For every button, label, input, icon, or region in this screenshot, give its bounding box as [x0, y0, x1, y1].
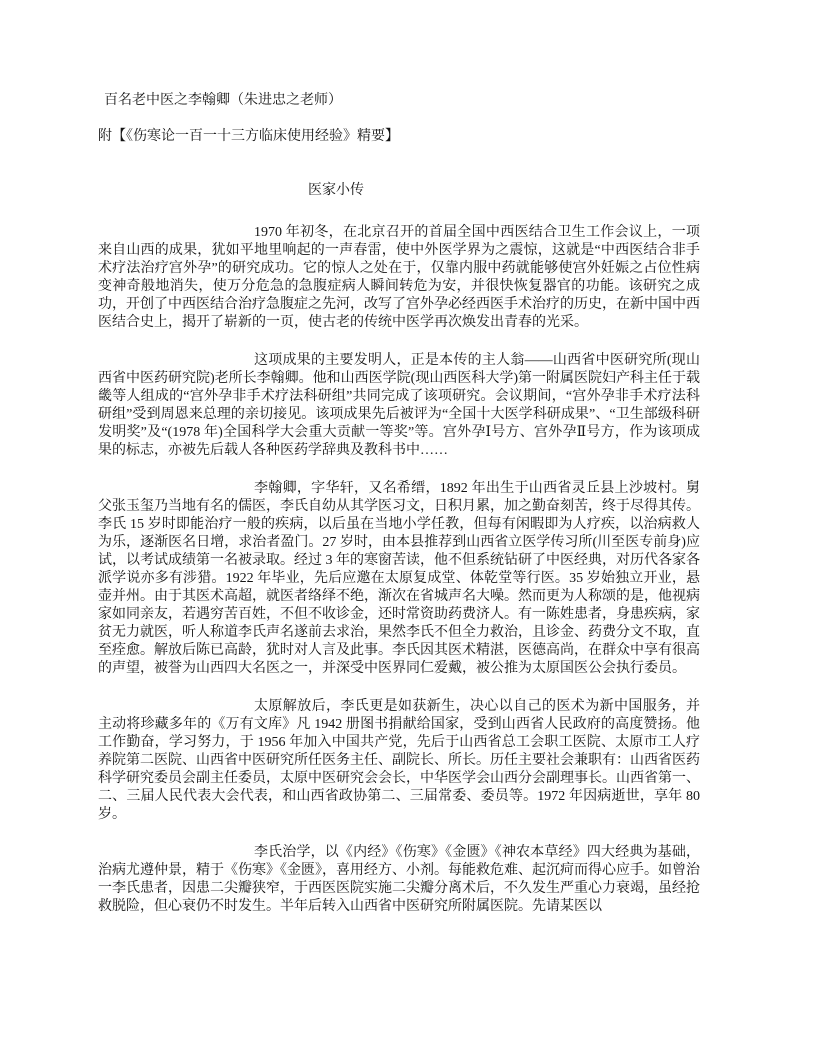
attachment-note: 附【《伤寒论一百一十三方临床使用经验》精要】 — [98, 129, 399, 144]
paragraph-research-achievement: 1970 年初冬，在北京召开的首届全国中西医结合卫生工作会议上，一项来自山西的成果，犹如平地里响起的一声春雷，使中外医学界为之震惊，这就是“中西医结合非手术疗法治疗宫外孕”的研究成功。它的惊人之处在于，仅靠内服中药就能够使宫外妊娠之占位性病变神奇般地消失，使万分危急的急腹症病人瞬间转危为安，并很快恢复器官的功能。该研究之成功，开创了中西医结合治疗急腹症之先河，改写了宫外孕必经西医手术治疗的历史，在新中国中西医结合史上，揭开了崭新的一页，使古老的传统中医学再次焕发出青春的光采。 — [98, 225, 700, 330]
paragraph-after-liberation: 太原解放后，李氏更是如获新生，决心以自己的医术为新中国服务，并主动将珍藏多年的《万有文库》凡 1942 册图书捐献给国家，受到山西省人民政府的高度赞扬。他工作勤奋，学习努力，于 1956 年加入中国共产党，先后于山西省总工会职工医院、太原市工人疗养院第二医院、山西省中医研究所任医务主任、副院长、所长。历任主要社会兼职有：山西省医药科学研究委员会副主任委员，太原中医研究会会长，中华医学会山西分会副理事长。山西省第一、二、三届人民代表大会代表，和山西省政协第二、三届常委、委员等。1972 年因病逝世，享年 80 岁。 — [98, 699, 700, 822]
paragraph-early-life: 李翰卿，字华轩，又名希缙，1892 年出生于山西省灵丘县上沙坡村。舅父张玉玺乃当地有名的儒医，李氏自幼从其学医习文，日积月累，加之勤奋刻苦，终于尽得其传。李氏 15 岁时即能治疗一般的疾病，以后虽在当地小学任教，但每有闲暇即为人疗疾，以治病救人为乐，逐渐医名日增，求治者盈门。27 岁时，由本县推荐到山西省立医学传习所(川至医专前身)应试，以考试成绩第一名被录取。经过 3 年的寒窗苦读，他不但系统钻研了中医经典，对历代各家各派学说亦多有涉猎。1922 年毕业，先后应邀在太原复成堂、体乾堂等行医。35 岁始独立开业，悬壶并州。由于其医术高超，就医者络绎不绝，渐次在省城声名大噪。然而更为人称颂的是，他视病家如同亲友，若遇穷苦百姓，不但不收诊金，还时常资助药费济人。有一陈姓患者，身患疾病，家贫无力就医，听人称道李氏声名遂前去求治，果然李氏不但全力救治，且诊金、药费分文不取，直至痊愈。解放后陈已高龄，犹时对人言及此事。李氏因其医术精湛，医德高尚，在群众中享有很高的声望，被誉为山西四大名医之一，并深受中医界同仁爱戴，被公推为太原国医公会执行委员。 — [98, 481, 700, 676]
paragraph-inventor-awards: 这项成果的主要发明人，正是本传的主人翁——山西省中医研究所(现山西省中医药研究院)老所长李翰卿。他和山西医学院(现山西医科大学)第一附属医院妇产科主任于载畿等人组成的“宫外孕非手术疗法科研组”共同完成了该项研究。会议期间，“宫外孕非手术疗法科研组”受到周恩来总理的亲切接见。该项成果先后被评为“全国十大医学科研成果”、“卫生部级科研发明奖”及“(1978 年)全国科学大会重大贡献一等奖”等。宫外孕Ⅰ号方、宫外孕Ⅱ号方，作为该项成果的标志，亦被先后载人各种医药学辞典及教科书中…… — [98, 353, 700, 458]
paragraph-scholarship: 李氏治学，以《内经》《伤寒》《金匮》《神农本草经》四大经典为基础，治病尤遵仲景，精于《伤寒》《金匮》，喜用经方、小剂。每能救危难、起沉疴而得心应手。如曾治一李氏患者，因患二尖瓣狭窄，于西医医院实施二尖瓣分离术后，不久发生严重心力衰竭，虽经抢救脱险，但心衰仍不时发生。半年后转入山西省中医研究所附属医院。先请某医以 — [98, 845, 700, 914]
section-heading: 医家小传 — [308, 183, 364, 198]
document-title: 百名老中医之李翰卿（朱进忠之老师） — [104, 93, 342, 108]
